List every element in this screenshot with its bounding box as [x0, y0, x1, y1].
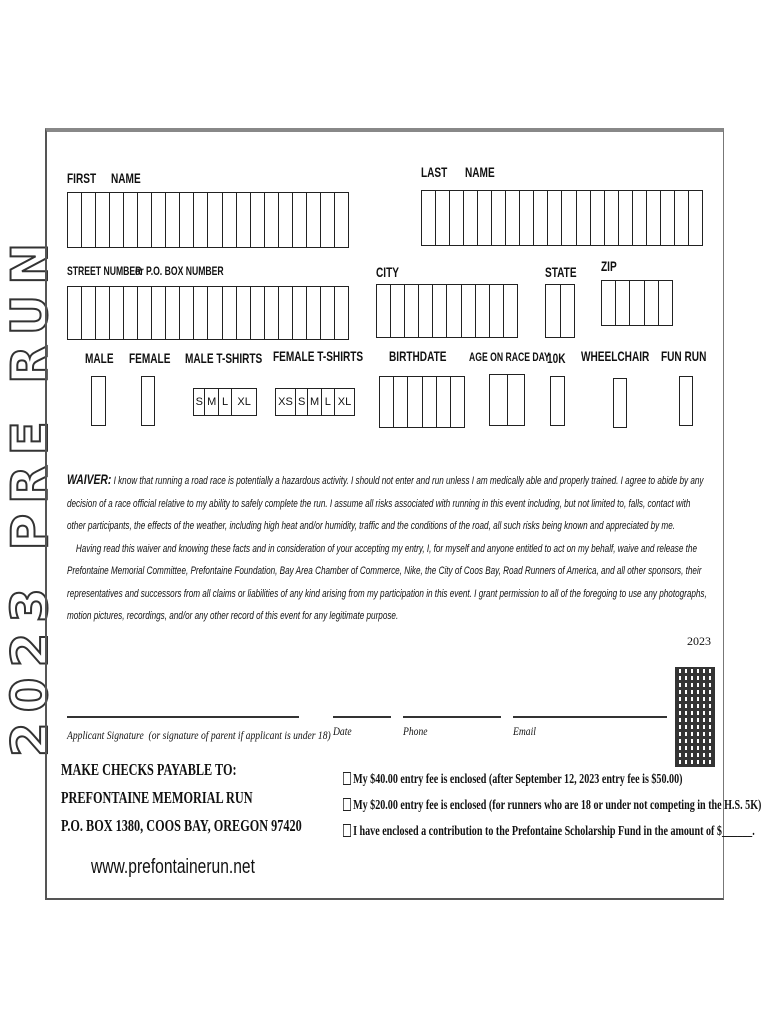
male-label: MALE: [85, 350, 114, 366]
email-line[interactable]: [513, 716, 667, 718]
date-line[interactable]: [333, 716, 391, 718]
last-name-boxes[interactable]: [421, 190, 703, 246]
male-tshirts-label: MALE T-SHIRTS: [185, 350, 263, 366]
male-tshirt-sizes[interactable]: [193, 388, 257, 416]
phone-line[interactable]: [403, 716, 501, 718]
zip-boxes[interactable]: [601, 280, 673, 326]
po-box-label: or P.O. BOX NUMBER: [135, 264, 224, 278]
male-size-xl[interactable]: XL: [237, 396, 251, 408]
male-size-s[interactable]: S: [194, 389, 205, 415]
female-size-s[interactable]: S: [296, 389, 308, 415]
female-label: FEMALE: [129, 350, 171, 366]
payable-line-1: MAKE CHECKS PAYABLE TO:: [61, 760, 237, 779]
fun-run-checkbox[interactable]: [679, 376, 693, 426]
birthdate-label: BIRTHDATE: [389, 348, 447, 364]
female-size-xl[interactable]: XL: [337, 396, 352, 408]
last-label: LAST: [421, 164, 448, 180]
fee-40-text: My $40.00 entry fee is enclosed (after September 12, 2023 entry fee is $50.00): [353, 772, 683, 787]
zip-label: ZIP: [601, 258, 617, 274]
registration-form: [45, 128, 762, 900]
fee-20-checkbox[interactable]: [343, 798, 351, 811]
male-size-l[interactable]: L: [219, 389, 232, 415]
first-name-label: NAME: [111, 170, 141, 186]
male-checkbox[interactable]: [91, 376, 106, 426]
email-label: Email: [513, 724, 536, 738]
first-label: FIRST: [67, 170, 97, 186]
first-name-boxes[interactable]: [67, 192, 349, 248]
street-boxes[interactable]: [67, 286, 349, 340]
phone-label: Phone: [403, 724, 428, 738]
waiver-para-2: Having read this waiver and knowing these facts and in consideration of your accepting my entry, I, for myself and anyone entitled to act on my behalf, waive and release the Prefontaine Memorial Committee, Prefontaine Foundation, Bay Area Chamber of Commerce, Nike, the City of Coos Bay, Road Runners of America, and all other sponsors, their representatives and successors from all claims or liabilities of any kind arising from my participation in this event. I grant permission to all of the foregoing to use any photographs, motion pictures, recordings, and/or any other record of this event for any legitimate purpose.: [67, 542, 707, 622]
female-checkbox[interactable]: [141, 376, 155, 426]
10k-label: 10K: [547, 350, 566, 366]
state-boxes[interactable]: [545, 284, 575, 338]
age-on-race-day-label: AGE ON RACE DAY: [469, 350, 550, 364]
fee-option-20[interactable]: [343, 798, 761, 814]
female-tshirts-label: FEMALE T-SHIRTS: [273, 348, 364, 364]
payable-block: [61, 756, 302, 840]
qr-code: [675, 667, 715, 767]
form-year: 2023: [687, 634, 711, 648]
female-size-l[interactable]: L: [322, 389, 335, 415]
female-size-xs[interactable]: XS: [276, 389, 296, 415]
date-label: Date: [333, 724, 352, 738]
female-size-m[interactable]: M: [308, 389, 321, 415]
fee-20-text: My $20.00 entry fee is enclosed (for runners who are 18 or under not competing in the H.S. 5K): [353, 798, 762, 813]
birthdate-boxes[interactable]: [379, 376, 465, 428]
street-label: STREET NUMBER: [67, 264, 142, 278]
payable-line-3: P.O. BOX 1380, COOS BAY, OREGON 97420: [61, 816, 302, 835]
city-boxes[interactable]: [376, 284, 518, 338]
waiver-text: [67, 468, 708, 628]
website-link[interactable]: www.prefontainerun.net: [91, 856, 255, 878]
state-label: STATE: [545, 264, 577, 280]
male-size-m[interactable]: M: [205, 389, 218, 415]
fee-option-40[interactable]: [343, 772, 682, 788]
age-boxes[interactable]: [489, 374, 525, 426]
wheelchair-label: WHEELCHAIR: [581, 348, 650, 364]
side-title: 2023 PRE RUN: [1, 232, 59, 758]
contribution-text: I have enclosed a contribution to the Prefontaine Scholarship Fund in the amount of $______.: [353, 824, 755, 839]
waiver-para-1: I know that running a road race is potentially a hazardous activity. I should not enter and run unless I am medically able and properly trained. I agree to abide by any decision of a race official relative to my ability to safely complete the run. I assume all risks associated with running in this event including, but not limited to, falls, contact with other participants, the effects of the weather, including high heat and/or humidity, traffic and the conditions of the road, all such risks being known and appreciated by me.: [67, 475, 704, 532]
applicant-label: Applicant Signature: [67, 728, 144, 742]
city-label: CITY: [376, 264, 399, 280]
parent-note: (or signature of parent if applicant is under 18): [148, 728, 331, 742]
payable-line-2: PREFONTAINE MEMORIAL RUN: [61, 788, 253, 807]
10k-checkbox[interactable]: [550, 376, 565, 426]
fee-option-contribution[interactable]: [343, 824, 755, 840]
waiver-heading: WAIVER:: [67, 471, 112, 487]
contribution-checkbox[interactable]: [343, 824, 351, 837]
applicant-signature-label: [67, 728, 331, 743]
last-name-label: NAME: [465, 164, 495, 180]
fun-run-label: FUN RUN: [661, 348, 707, 364]
wheelchair-checkbox[interactable]: [613, 378, 627, 428]
fee-40-checkbox[interactable]: [343, 772, 351, 785]
signature-line[interactable]: [67, 716, 299, 718]
female-tshirt-sizes[interactable]: [275, 388, 355, 416]
